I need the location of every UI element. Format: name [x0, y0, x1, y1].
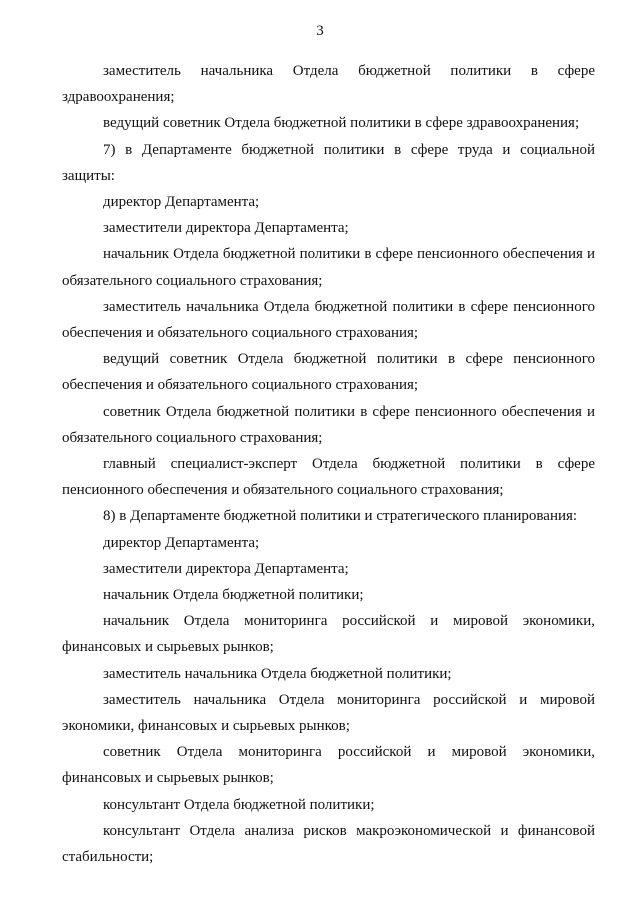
list-item: консультант Отдела анализа рисков макроэкономической и финансовой стабильности; — [62, 822, 595, 866]
list-item: заместители директора Департамента; — [103, 220, 349, 237]
list-item: начальник Отдела мониторинга российской и мировой экономики, финансовых и сырьевых рынков; — [62, 613, 595, 656]
section-heading: 7) в Департаменте бюджетной политики в сфере труда и социальной защиты: — [62, 141, 595, 184]
section-heading: 8) в Департаменте бюджетной политики и стратегического планирования: — [103, 508, 578, 525]
list-item: заместитель начальника Отдела бюджетной политики в сфере пенсионного обеспечения и обязательного социального страхования; — [62, 298, 595, 342]
list-item: заместители директора Департамента; — [103, 560, 349, 577]
list-item: начальник Отдела бюджетной политики в сфере пенсионного обеспечения и обязательного социального страхования; — [62, 246, 595, 289]
list-item: советник Отдела бюджетной политики в сфере пенсионного обеспечения и обязательного социального страхования; — [62, 403, 595, 446]
list-item: директор Департамента; — [103, 194, 260, 211]
list-item: заместитель начальника Отдела мониторинга российской и мировой экономики, финансовых и сырьевых рынков; — [62, 691, 595, 735]
list-item: ведущий советник Отдела бюджетной политики в сфере пенсионного обеспечения и обязательного социального страхования; — [62, 351, 595, 394]
list-item: заместитель начальника Отдела бюджетной политики; — [103, 665, 452, 682]
list-item: советник Отдела мониторинга российской и мировой экономики, финансовых и сырьевых рынков; — [62, 744, 595, 787]
document-body — [62, 58, 595, 870]
page-number: 3 — [316, 23, 324, 39]
list-item: консультант Отдела бюджетной политики; — [103, 796, 375, 813]
list-item: директор Департамента; — [103, 534, 260, 551]
list-item: главный специалист-эксперт Отдела бюджетной политики в сфере пенсионного обеспечения и обязательного социального страхования; — [62, 456, 595, 499]
list-item: заместитель начальника Отдела бюджетной политики в сфере здравоохранения; — [62, 63, 595, 106]
list-item: ведущий советник Отдела бюджетной политики в сфере здравоохранения; — [103, 115, 580, 132]
list-item: начальник Отдела бюджетной политики; — [103, 587, 364, 604]
